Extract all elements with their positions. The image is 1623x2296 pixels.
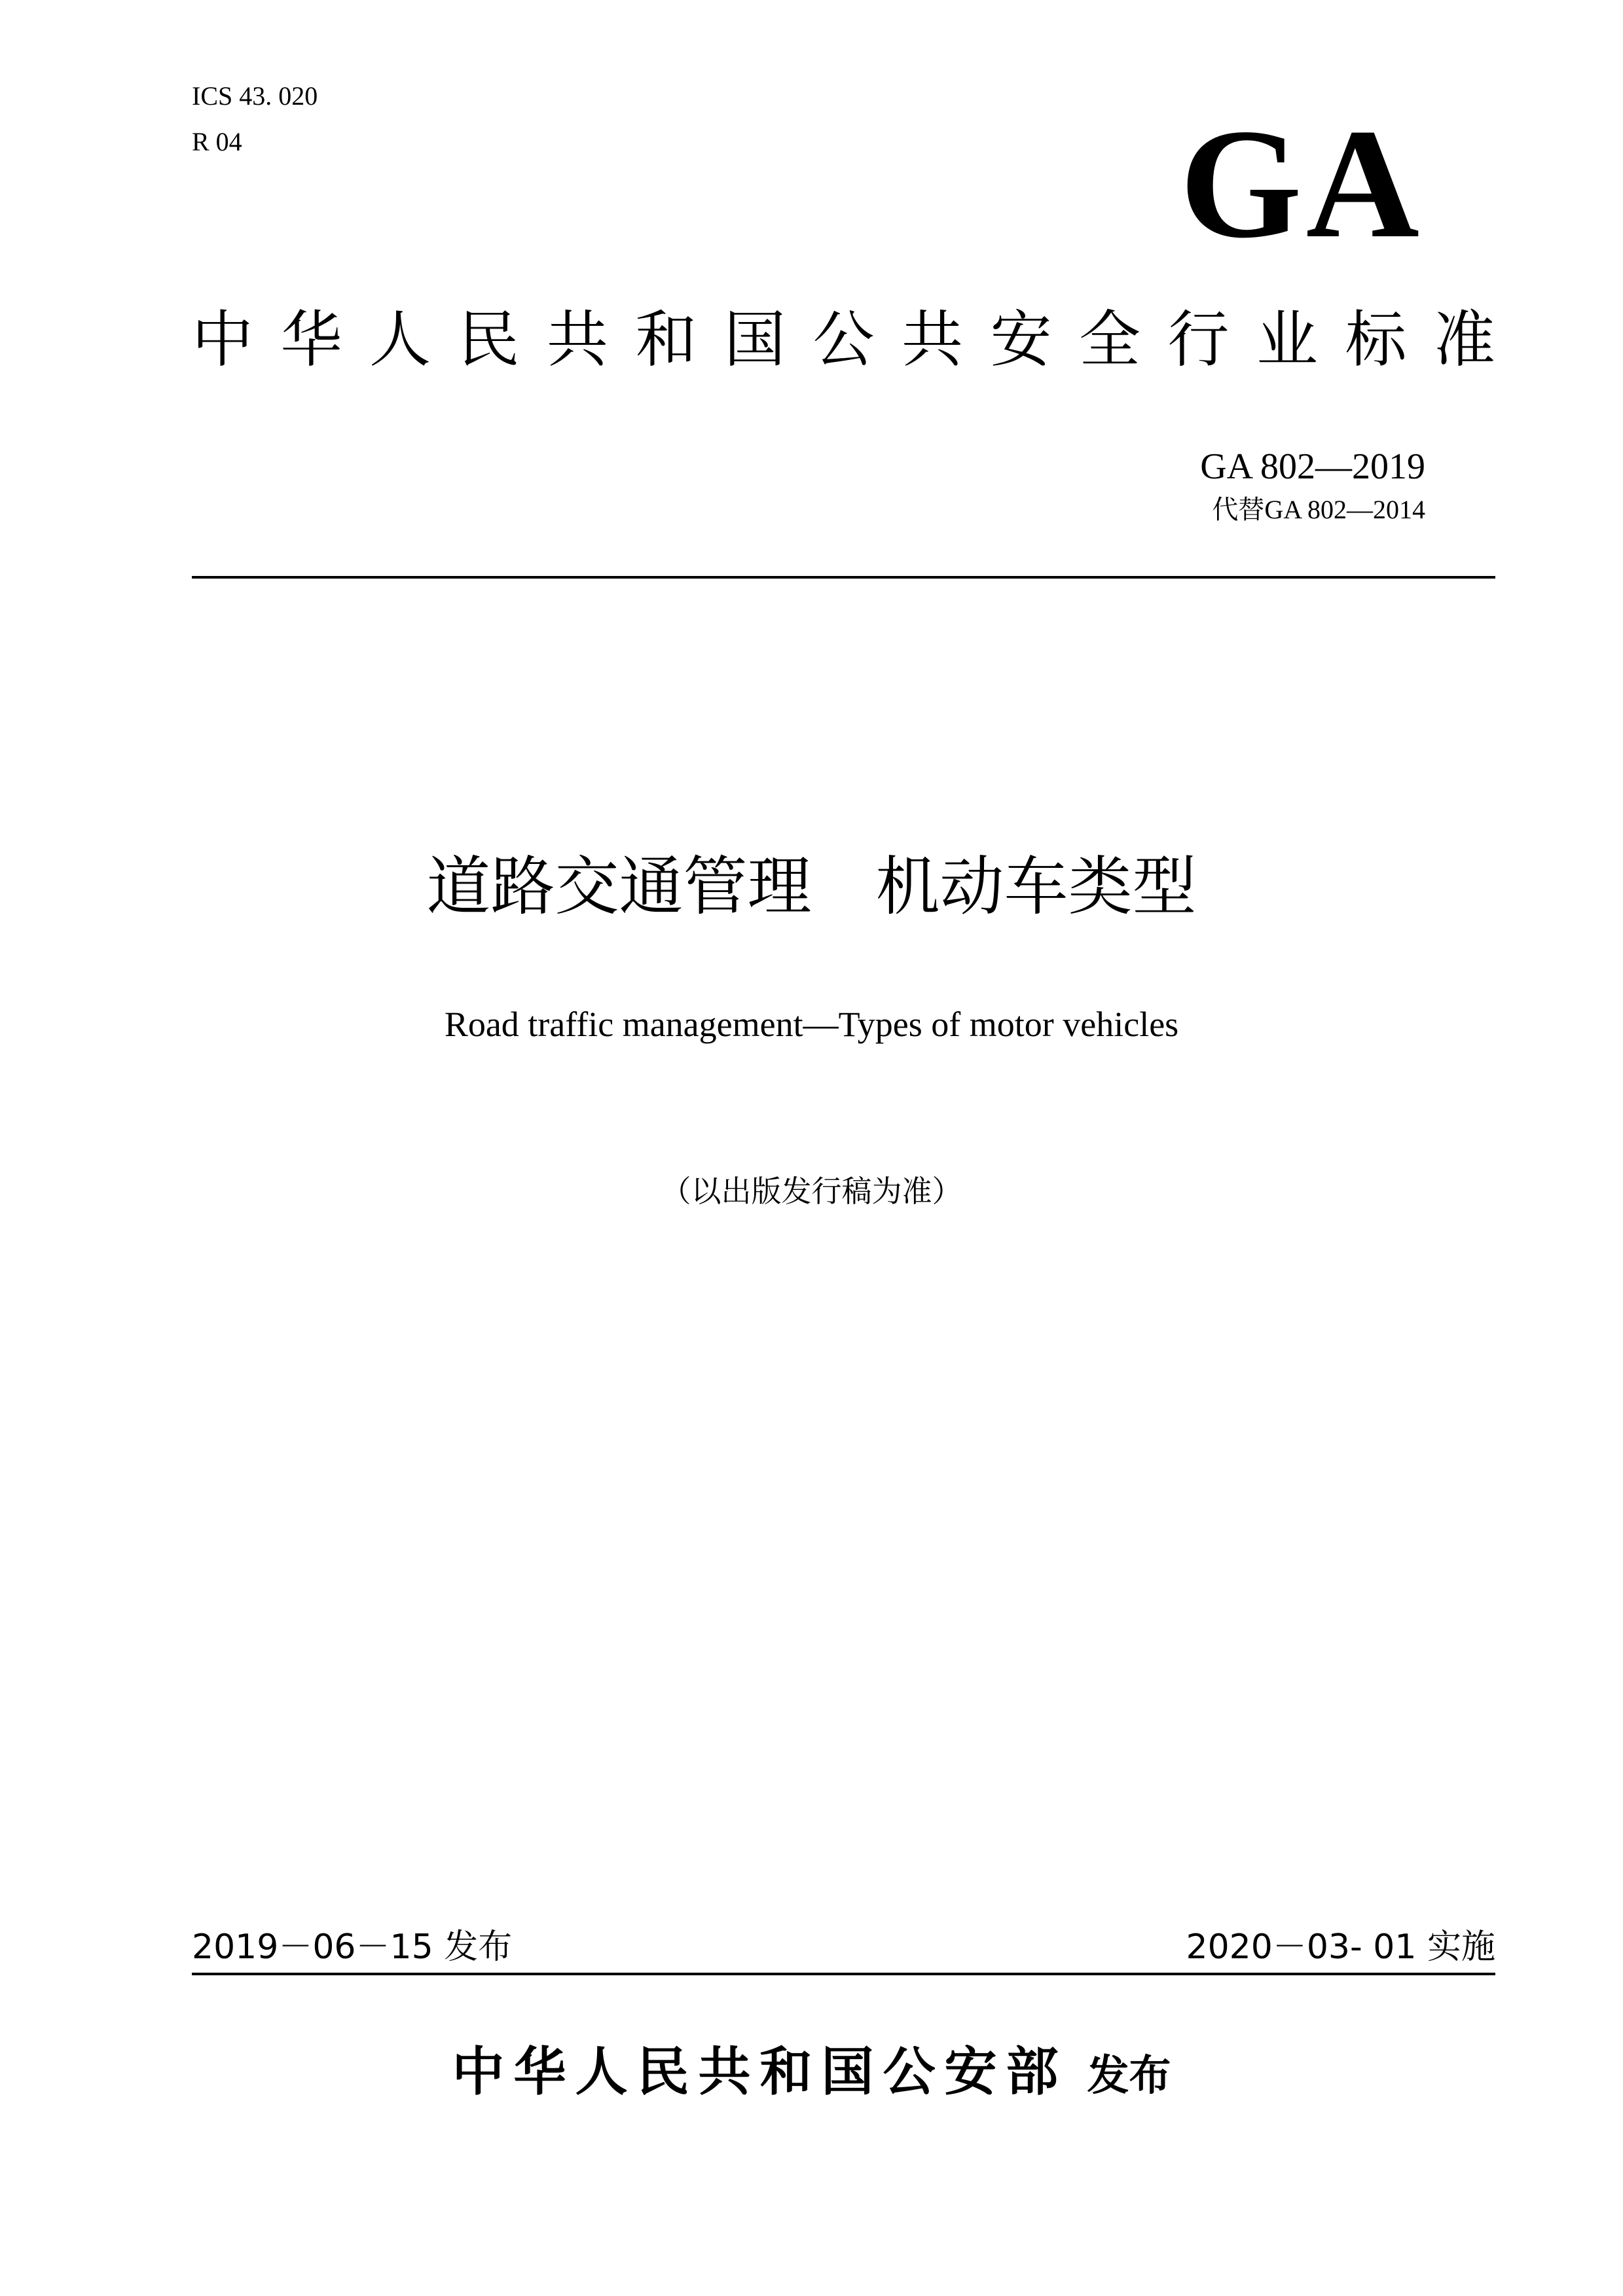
footer-divider [192, 1973, 1495, 1975]
publisher-organization: 中华人民共和国公安部 [452, 2041, 1068, 2102]
implementation-date: 2020－03- 01 实施 [1186, 1928, 1495, 1967]
draft-note: （以出版发行稿为准） [661, 1174, 962, 1209]
standard-category-title: 中华人民共和国公共安全行业标准 [192, 304, 1495, 376]
ga-logo: GA [1180, 96, 1423, 270]
document-title-en: Road traffic management—Types of motor vehicles [444, 1005, 1179, 1044]
issue-date: 2019－06－15 发布 [192, 1928, 513, 1967]
header-divider [192, 576, 1495, 579]
document-title-zh: 道路交通管理 机动车类型 [426, 850, 1197, 924]
ccs-code: R 04 [192, 127, 242, 156]
publisher-line [0, 2036, 1623, 2112]
ics-code: ICS 43. 020 [192, 81, 318, 111]
replaces-standard: 代替GA 802—2014 [1212, 495, 1425, 524]
publisher-action: 发布 [1087, 2052, 1171, 2100]
standard-number: GA 802—2019 [1200, 446, 1425, 487]
